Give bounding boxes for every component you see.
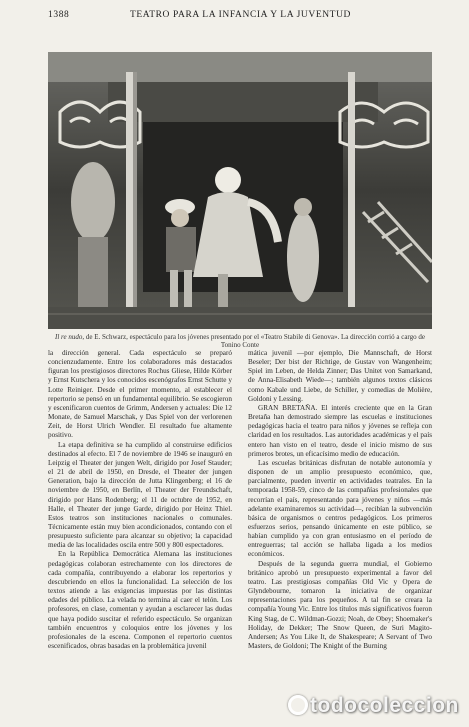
figure-caption: [48, 333, 432, 349]
paragraph: Después de la segunda guerra mundial, el Gobierno británico aprobó un presupuesto experimental a favor del teatro. Las prestigiosas compañías Old Vic y Opera de Glyndebourne, tomaron la iniciativa de organizar representaciones para los pequeños. A tal fin se creara la compañía Young Vic. Entre los títulos más significativos fueron King Stag, de C. Wildman-Gozzi; Noah, de Obey; Shoemaker's Holiday, de Dekker; The Snow Queen, de Suri Magito-Andersen; As You Like It, de Shakespeare; A Servant of Two Masters, de Goldoni; The Knight of the Burning: [248, 559, 432, 650]
watermark-logo: [288, 694, 459, 718]
caption-text: , de E. Schwarz, espectáculo para los jóvenes presentado por el «Teatro Stabile di Genova». La dirección corrió a cargo de Tonino Conte: [82, 333, 425, 350]
running-title: TEATRO PARA LA INFANCIA Y LA JUVENTUD: [130, 10, 352, 20]
paragraph: En la República Democrática Alemana las instituciones pedagógicas colaboran estrechamente con los directores de cada compañía, contribuyendo a elaborar los repertorios y descubriendo en ellos la funcionalidad. La selección de los textos atiende a las exigencias impuestas por las distintas edades del público. La velada no termina al caer el telón. Los profesores, en clase, comentan y ayudan a esclarecer las dudas que haya podido suscitar el referido espectáculo. Se organizan también encuentros y coloquios entre los jóvenes y los profesionales de la escena. Componen el repertorio cuentos escenificados, obras basadas en la problemática juvenil: [48, 550, 232, 650]
watermark-text: todocoleccion: [310, 694, 459, 717]
page-number: 1388: [48, 10, 70, 20]
paragraph: GRAN BRETAÑA. El interés creciente que en la Gran Bretaña han demostrado siempre las escuelas e instituciones pedagógicas hacia el teatro para niños y jóvenes se refleja con claridad en los resultados. Las autoridades académicas y el país entero han visto en el teatro, desde el inicio mismo de sus primeros brotes, un eficacísimo medio de educación.: [248, 403, 432, 458]
paragraph: la dirección general. Cada espectáculo se preparó concienzudamente. Entre los colaboradores más destacados figuran los prestigiosos directores Rochus Gliese, Hilde Körber y Ernst Kutschera y los conocidos escenógrafos Ernst Schutte y Lotte Reiniger. Desde el primer momento, al establecer el repertorio se pensó en un fundamental equilibrio. Se escogieron y escenificaron cuentos de Grimm, Andersen y actuales: Die 12 Monate, de Samuel Marschak, y Das Spiel von der verlorenen Zeit, de Horst Ulrich Wendler. El resultado fue altamente positivo.: [48, 349, 232, 440]
stage-scene-illustration: [48, 52, 432, 329]
stage-photograph: [48, 52, 432, 329]
paragraph: mática juvenil —por ejemplo, Die Mannschaft, de Horst Beseler; Der bist der Richtige, de Gustav von Wangenheim; Spiel im Leben, de Helda Zinner; Das Unitet von Samarkand, de Anna-Elisabeth Wiede—; también algunos textos clásicos como Kabale und Liebe, de Schiller, y comedias de Molière, Goldoni y Lessing.: [248, 349, 432, 403]
paragraph: La etapa definitiva se ha cumplido al construirse edificios destinados al efecto. El 7 de noviembre de 1946 se inauguró en Leipzig el Theater der jungen Welt, dirigido por Josef Stauder; el 21 de abril de 1950, en Dresde, el Theater der jungen Generation, bajo la dirección de Jutta Klingenberg; el 16 de noviembre de 1950, en Berlín, el Theater der Freundschaft, dirigido por Hans Rodenberg; el 11 de octubre de 1952, en Halle, el Theater der junge Garde, dirigido por Heinz Thiel. Estos teatros son instituciones nacionales o comunales. Técnicamente están muy bien acondicionados, contando con el presupuesto suficiente para alcanzar su objetivo; la capacidad media de las localidades oscila entre 500 y 800 espectadores.: [48, 440, 232, 550]
watermark-ring-icon: [288, 695, 308, 715]
paragraph: Las escuelas británicas disfrutan de notable autonomía y disponen de un amplio presupuesto económico, que, parcialmente, pueden invertir en actividades teatrales. En la temporada 1958-59, cinco de las compañías profesionales que recorrían el país, representando para jóvenes y niños —más adelante examinaremos su actividad—, recibían la subvención básica de organismos o centros pedagógicos. Los primeros esfuerzos serios, pensando únicamente en este público, se habían cumplido ya con gran entusiasmo en el período de entreguerras; tal acción se hallaba ligada a los medios económicos.: [248, 458, 432, 559]
caption-title: Il re nudo: [55, 333, 83, 341]
left-column: [48, 349, 232, 651]
right-column: [248, 349, 432, 651]
running-header: [48, 10, 436, 24]
